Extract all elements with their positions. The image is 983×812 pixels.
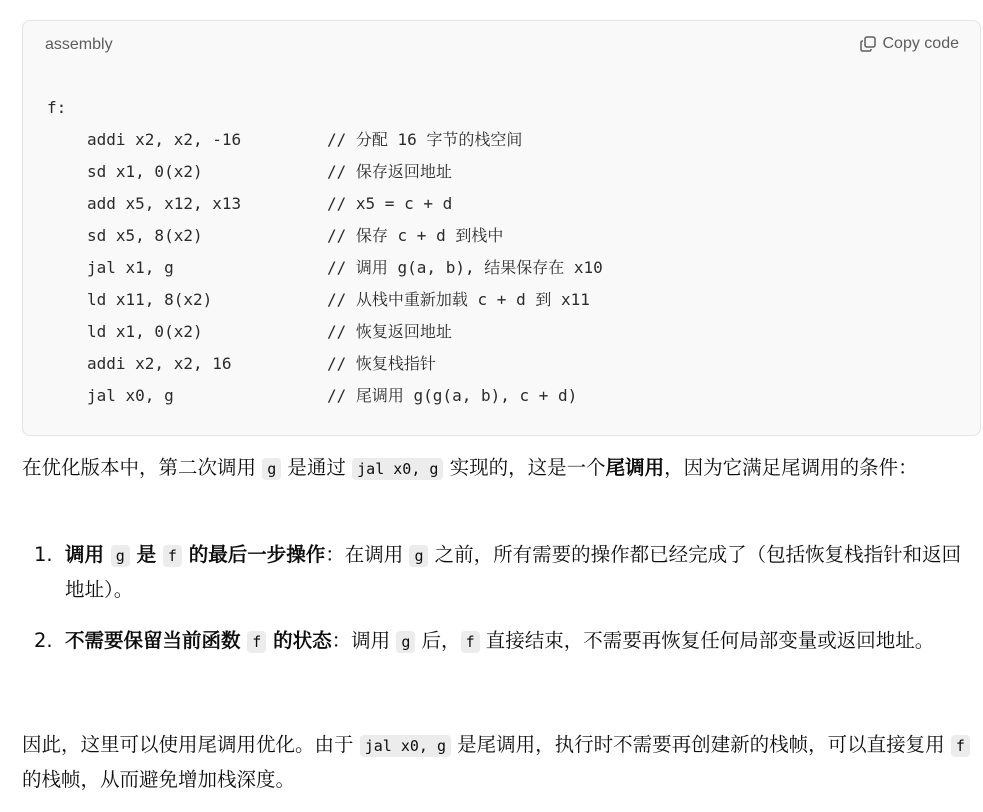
paragraph-text: 实现的，这是一个 (443, 456, 606, 479)
explanation-paragraph (22, 451, 977, 486)
paragraph-text: 的栈帧，从而避免增加栈深度。 (22, 768, 296, 791)
code-label: f: (47, 98, 67, 117)
list-item-text (65, 624, 977, 659)
paragraph-text: 后， (415, 629, 461, 652)
code-body (47, 96, 964, 416)
bold-text: 调用 (65, 543, 111, 566)
code-line (47, 96, 964, 128)
paragraph-text: 在优化版本中，第二次调用 (22, 456, 263, 479)
bold-text: 尾调用 (605, 456, 665, 479)
code-line (47, 320, 964, 352)
code-comment: // 调用 g(a, b), 结果保存在 x10 (327, 258, 603, 277)
code-instruction: jal x1, g (87, 258, 174, 277)
inline-code: g (111, 545, 130, 567)
code-comment: // 尾调用 g(g(a, b), c + d) (327, 386, 578, 405)
code-instruction: add x5, x12, x13 (87, 194, 242, 213)
code-instruction: ld x1, 0(x2) (87, 322, 203, 341)
bold-text: 是 (129, 543, 163, 566)
code-instruction: sd x1, 0(x2) (87, 162, 203, 181)
list-number: 1. (34, 543, 53, 566)
inline-code: jal x0, g (360, 735, 451, 757)
code-block (22, 20, 981, 436)
paragraph-text: 因此，这里可以使用尾调用优化。由于 (22, 733, 360, 756)
inline-code: f (461, 631, 480, 653)
code-language-label: assembly (45, 36, 113, 53)
code-comment: // 分配 16 字节的栈空间 (327, 130, 523, 149)
paragraph-text: ：调用 (331, 629, 397, 652)
code-line (47, 256, 964, 288)
code-line (47, 384, 964, 416)
code-instruction: addi x2, x2, -16 (87, 130, 242, 149)
paragraph-text: 之前，所有需要的操作都已经完成了（包括恢复栈指针和返回地址）。 (65, 543, 962, 601)
code-line (47, 192, 964, 224)
code-line (47, 352, 964, 384)
code-comment: // 保存 c + d 到栈中 (327, 226, 504, 245)
list-item-text (65, 538, 977, 607)
inline-code: jal x0, g (352, 458, 443, 480)
paragraph-text: 直接结束，不需要再恢复任何局部变量或返回地址。 (479, 629, 935, 652)
conclusion-paragraph (22, 728, 977, 797)
bold-text: 不需要保留当前函数 (65, 629, 248, 652)
code-line (47, 128, 964, 160)
code-line (47, 160, 964, 192)
code-instruction: addi x2, x2, 16 (87, 354, 232, 373)
code-comment: // 保存返回地址 (327, 162, 452, 181)
code-line (47, 224, 964, 256)
code-line (47, 288, 964, 320)
list-number: 2. (34, 629, 53, 652)
bold-text: 的最后一步操作 (181, 543, 326, 566)
code-instruction: jal x0, g (87, 386, 174, 405)
bold-text: 的状态 (266, 629, 332, 652)
inline-code: g (409, 545, 428, 567)
inline-code: f (247, 631, 266, 653)
paragraph-text: ：在调用 (325, 543, 410, 566)
copy-code-label: Copy code (882, 35, 959, 52)
code-header (23, 21, 980, 71)
code-instruction: ld x11, 8(x2) (87, 290, 213, 309)
code-comment: // 从栈中重新加载 c + d 到 x11 (327, 290, 590, 309)
inline-code: f (951, 735, 970, 757)
paragraph-text: 是通过 (281, 456, 353, 479)
code-instruction: sd x5, 8(x2) (87, 226, 203, 245)
paragraph-text: ，因为它满足尾调用的条件： (664, 456, 918, 479)
copy-code-button[interactable] (859, 35, 960, 53)
code-comment: // 恢复栈指针 (327, 354, 436, 373)
code-comment: // 恢复返回地址 (327, 322, 452, 341)
copy-icon (859, 35, 877, 53)
paragraph-text: 是尾调用，执行时不需要再创建新的栈帧，可以直接复用 (450, 733, 951, 756)
inline-code: g (262, 458, 281, 480)
code-comment: // x5 = c + d (327, 194, 453, 213)
inline-code: g (396, 631, 415, 653)
inline-code: f (163, 545, 182, 567)
